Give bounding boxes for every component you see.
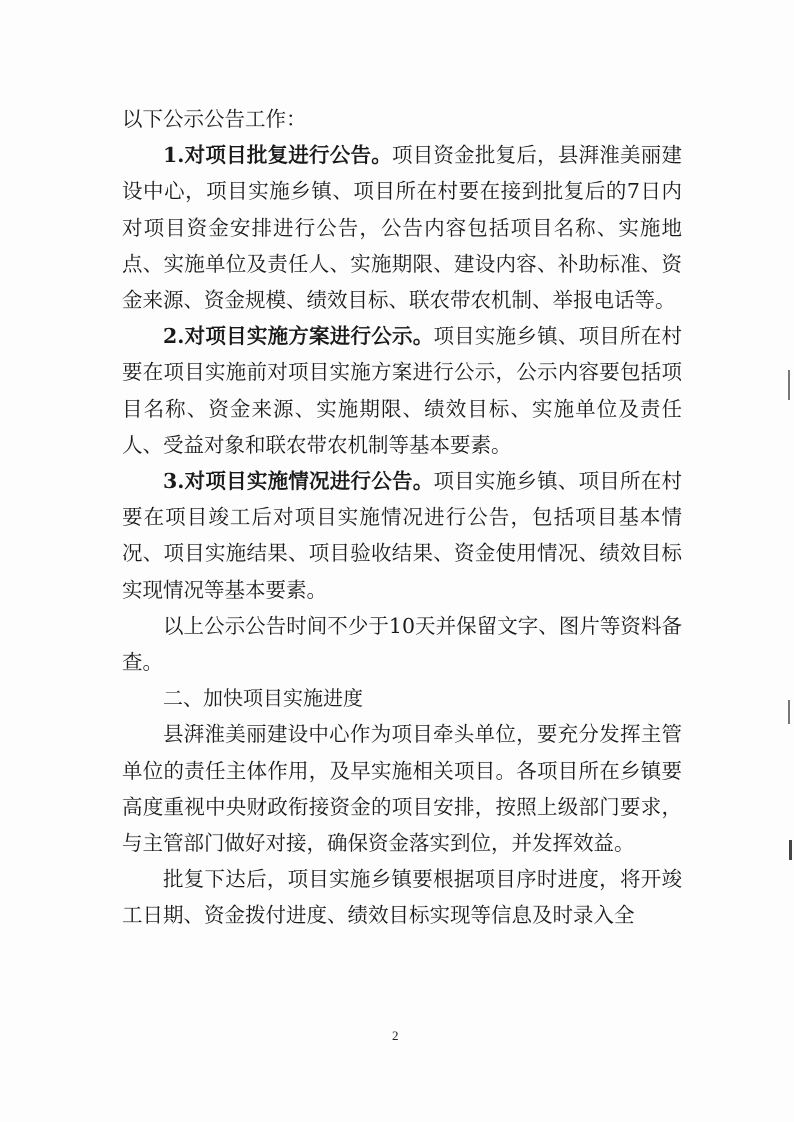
item-2-lead: 2.对项目实施方案进行公示。: [163, 324, 434, 349]
item-3-text: 项目实施乡镇、项目所在村要在项目竣工后对项目实施情况进行公告，包括项目基本情况、项目实施结果、项目验收结果、资金使用情况、绩效目标实现情况等基本要素。: [122, 469, 683, 602]
body-text-section-1: [122, 101, 682, 934]
scan-edge-mark: [789, 840, 792, 860]
paragraph-after-approval: [122, 861, 682, 933]
page-number: 2: [392, 1028, 399, 1043]
lead-unit-text: 县湃淮美丽建设中心作为项目牵头单位，要充分发挥主管单位的责任主体作用，及早实施相关项目。各项目所在乡镇要高度重视中央财政衔接资金的项目安排，按照上级部门要求，与主管部门做好对接，确保资金落实到位，并发挥效益。: [122, 722, 682, 856]
section-heading-2: 二、加快项目实施进度: [163, 686, 363, 711]
item-2-text: 项目实施乡镇、项目所在村要在项目实施前对项目实施方案进行公示，公示内容要包括项目名称、资金来源、实施期限、绩效目标、实施单位及责任人、受益对象和联农带农机制等基本要素。: [122, 324, 683, 457]
paragraph-summary: [122, 608, 682, 680]
paragraph-item-2: [122, 318, 682, 463]
paragraph-lead-unit: [122, 716, 682, 861]
after-approval-text: 批复下达后，项目实施乡镇要根据项目序时进度，将开竣工日期、资金拨付进度、绩效目标实现等信息及时录入全: [122, 867, 682, 928]
paragraph-intro: [122, 101, 682, 137]
scan-edge-mark: [788, 700, 790, 724]
item-1-text: 项目资金批复后，县湃淮美丽建设中心，项目实施乡镇、项目所在村要在接到批复后的7日内对项目资金安排进行公告，公告内容包括项目名称、实施地点、实施单位及责任人、实施期限、建设内容、补助标准、资金来源、资金规模、绩效目标、联农带农机制、举报电话等。: [122, 143, 682, 313]
item-1-lead: 1.对项目批复进行公告。: [163, 143, 392, 168]
paragraph-item-3: [122, 463, 682, 608]
paragraph-text: 以下公示公告工作：: [122, 107, 307, 131]
paragraph-item-1: [122, 137, 682, 318]
scan-edge-mark: [788, 370, 790, 400]
summary-text: 以上公示公告时间不少于10天并保留文字、图片等资料备查。: [122, 613, 682, 675]
item-3-lead: 3.对项目实施情况进行公告。: [163, 469, 434, 494]
